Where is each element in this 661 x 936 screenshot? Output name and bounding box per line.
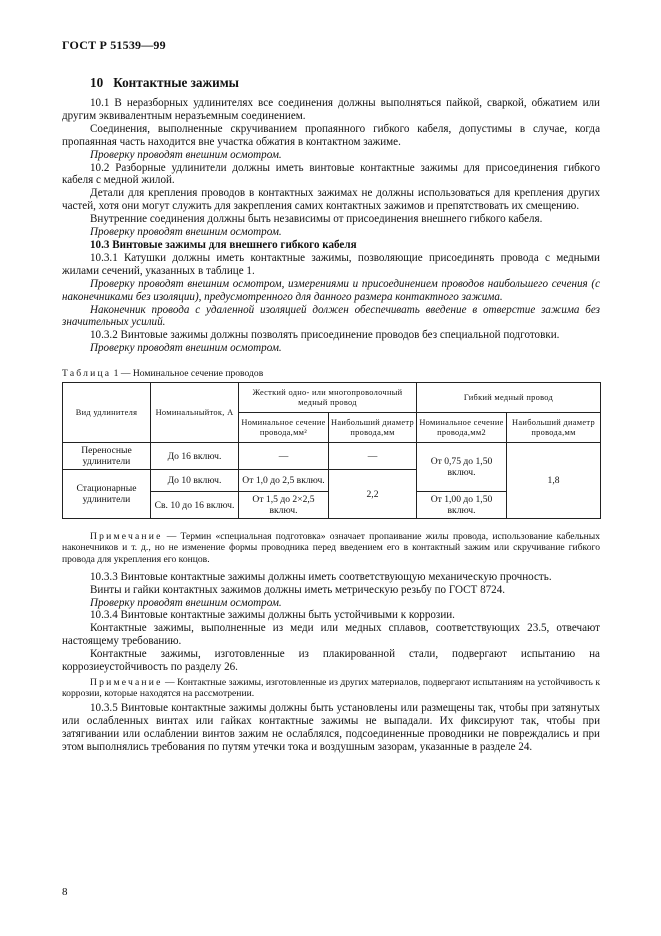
check-note: Проверку проводят внешним осмотром. [90, 596, 282, 609]
check-note: Проверку проводят внешним осмотром. [90, 226, 282, 239]
paragraph: Винты и гайки контактных зажимов должны иметь метрическую резьбу по ГОСТ 8724. [90, 583, 506, 596]
cell-flex-diameter: 1,8 [507, 443, 601, 519]
note-corrosion [62, 677, 600, 699]
header-flex-section: Номинальное сечение провода,мм2 [417, 413, 507, 443]
cell-flex-section: От 0,75 до 1,50 включ. [417, 443, 507, 492]
paragraph: Контактные зажимы, изготовленные из плакированной стали, подвергают испытанию на коррозиеустойчивость по разделу 26. [62, 648, 600, 674]
paragraph: Внутренние соединения должны быть независимы от присоединения внешнего гибкого кабеля. [90, 213, 543, 226]
cell-rigid-section: — [239, 443, 329, 470]
table-caption-word: Таблица [62, 368, 112, 380]
cell-rigid-diameter: 2,2 [329, 470, 417, 519]
cell-type-stationary: Стационарные удлинители [63, 470, 151, 519]
check-note: Проверку проводят внешним осмотром. [90, 148, 282, 161]
note-word: Примечание [90, 531, 163, 543]
paragraph-10-2: 10.2 Разборные удлинители должны иметь винтовые контактные зажимы для присоединения гибкого кабеля с медной жилой. [62, 161, 600, 187]
note-text: — Контактные зажимы, изготовленные из других материалов, подвергают испытаниям на устойчивость к коррозии, которые находятся на рассмотрении. [62, 676, 600, 700]
wire-section-table [62, 382, 601, 519]
note-word: Примечание [90, 676, 163, 688]
cell-current: До 10 включ. [151, 470, 239, 492]
cell-rigid-section: От 1,5 до 2×2,5 включ. [239, 492, 329, 519]
header-flex-diameter: Наибольший диаметр провода,мм [507, 413, 601, 443]
paragraph: Контактные зажимы, выполненные из меди или медных сплавов, соответствующих 23.5, отвечают настоящему требованию. [62, 622, 600, 648]
header-current: Номинальныйток, А [151, 383, 239, 443]
paragraph-10-3-4: 10.3.4 Винтовые контактные зажимы должны быть устойчивыми к коррозии. [90, 609, 455, 622]
paragraph: Соединения, выполненные скручиванием пропаянного гибкого кабеля, допустимы в случае, когда пропаянная часть находится вне участка обжатия в контактном зажиме. [62, 122, 600, 148]
check-note: Проверку проводят внешним осмотром. [90, 342, 282, 355]
document-header: ГОСТ Р 51539—99 [62, 38, 166, 52]
paragraph: Детали для крепления проводов в контактных зажимах не должны использоваться для крепления других частей, хотя они могут служить для закрепления самих контактных зажимов и препятствовать их смещению. [62, 187, 600, 213]
note-special-preparation [62, 531, 600, 565]
cell-flex-section: От 1,00 до 1,50 включ. [417, 492, 507, 519]
section-title: Контактные зажимы [113, 75, 239, 90]
header-rigid-diameter: Наибольший диаметр провода,мм [329, 413, 417, 443]
paragraph-10-3-1: 10.3.1 Катушки должны иметь контактные зажимы, позволяющие присоединять провода с медными жилами сечений, указанных в таблице 1. [62, 251, 600, 277]
cell-type-portable: Переносные удлинители [63, 443, 151, 470]
paragraph-10-1: 10.1 В неразборных удлинителях все соединения должны выполняться пайкой, сваркой, обжатием или другим эквивалентным неразъемным соединением. [62, 97, 600, 122]
page-number: 8 [62, 886, 68, 898]
header-rigid-section: Номинальное сечение провода,мм² [239, 413, 329, 443]
section-heading [90, 75, 600, 91]
cell-rigid-diameter: — [329, 443, 417, 470]
paragraph-10-3-2: 10.3.2 Винтовые зажимы должны позволять присоединение проводов без специальной подготовки. [90, 329, 560, 342]
table-caption [62, 368, 600, 379]
table-caption-text: 1 — Номинальное сечение проводов [111, 368, 264, 380]
cell-rigid-section: От 1,0 до 2,5 включ. [239, 470, 329, 492]
cell-current: Св. 10 до 16 включ. [151, 492, 239, 519]
paragraph-10-3-5: 10.3.5 Винтовые контактные зажимы должны быть установлены или размещены так, чтобы при затянутых или ослабленных винтах или гайках контактные зажимы не выпадали. Их фиксируют так, чтобы при затягивании или ослаблении винтов зажим не ослаблялся, подсоединенные проводники не повреждались и при этом выполнялись требования по путям утечки тока и воздушным зазорам, указанные в разделе 24. [62, 702, 600, 754]
note-text: — Термин «специальная подготовка» означает пропаивание жилы провода, использование кабельных наконечников и т. д., но не изменение формы проводника перед введением его в контактный зажим или скручивание гибкого провода для укрепления его концов. [62, 531, 600, 565]
header-type: Вид удлинителя [63, 383, 151, 443]
paragraph-10-3-3: 10.3.3 Винтовые контактные зажимы должны иметь соответствующую механическую прочность. [90, 570, 552, 583]
cell-current: До 16 включ. [151, 443, 239, 470]
header-rigid-wire: Жесткий одно- или многопроволочный медный провод [239, 383, 417, 413]
subsection-heading: 10.3 Винтовые зажимы для внешнего гибкого кабеля [90, 238, 357, 251]
section-number: 10 [90, 75, 104, 90]
check-note: Наконечник провода с удаленной изоляцией должен обеспечивать введение в отверстие зажима без значительных усилий. [62, 303, 600, 329]
header-flexible-wire: Гибкий медный провод [417, 383, 601, 413]
check-note: Проверку проводят внешним осмотром, измерениями и присоединением проводов наибольшего сечения (с наконечниками без изоляции), предусмотренного для данного размера контактного зажима. [62, 277, 600, 303]
document-page [62, 38, 600, 754]
